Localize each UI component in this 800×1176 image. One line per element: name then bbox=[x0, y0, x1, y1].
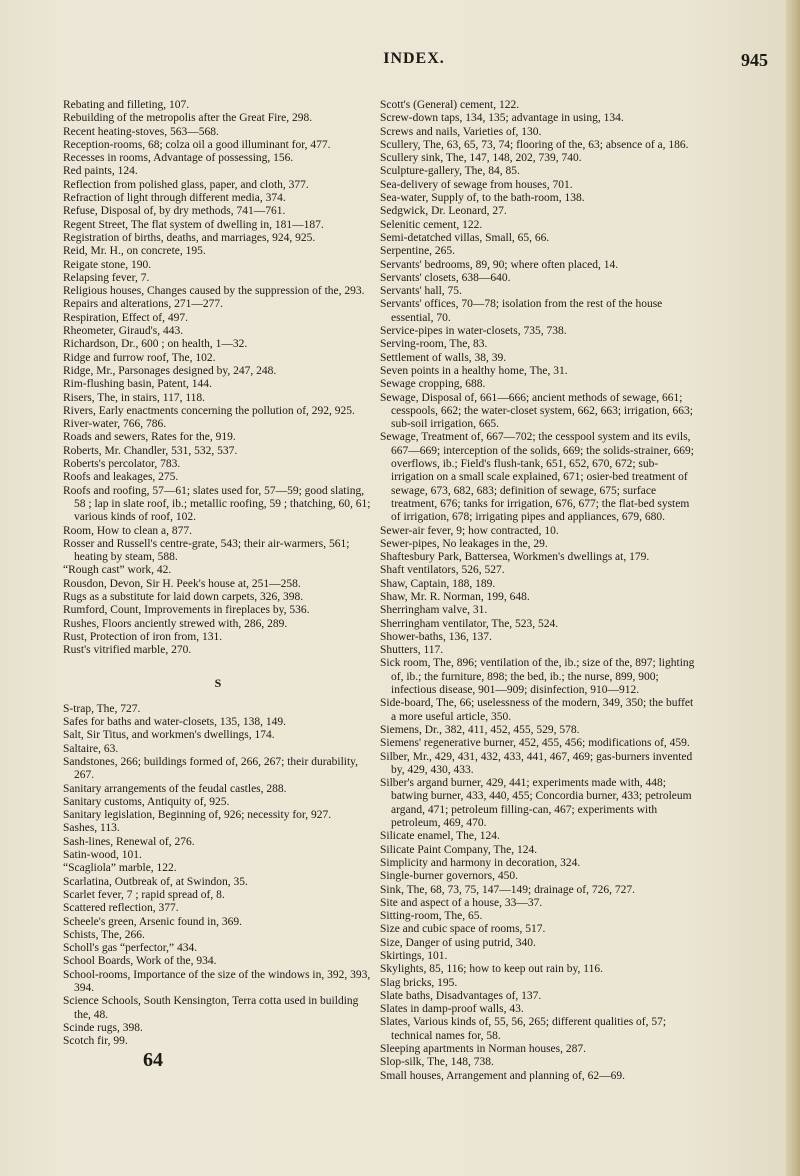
page-title: INDEX. bbox=[383, 50, 445, 67]
index-entry: Refraction of light through different media, 374. bbox=[63, 192, 286, 205]
index-entry: Skylights, 85, 116; how to keep out rain by, 116. bbox=[380, 963, 603, 976]
index-entry: Small houses, Arrangement and planning of, 62—69. bbox=[380, 1069, 625, 1082]
index-entry: Sewer-air fever, 9; how contracted, 10. bbox=[380, 524, 559, 537]
index-entry: Red paints, 124. bbox=[63, 165, 138, 178]
index-entry: Roberts's percolator, 783. bbox=[63, 458, 181, 471]
index-entry: Recesses in rooms, Advantage of possessing, 156. bbox=[63, 152, 294, 165]
index-entry: Registration of births, deaths, and marriages, 924, 925. bbox=[63, 231, 316, 244]
index-entry: Scarlatina, Outbreak of, at Swindon, 35. bbox=[63, 875, 248, 888]
index-entry: Regent Street, The flat system of dwelling in, 181—187. bbox=[63, 218, 324, 231]
index-entry: Schists, The, 266. bbox=[63, 928, 145, 941]
index-entry: Slate baths, Disadvantages of, 137. bbox=[380, 989, 542, 1002]
index-entry: Rust, Protection of iron from, 131. bbox=[63, 630, 223, 643]
index-entry: Scarlet fever, 7 ; rapid spread of, 8. bbox=[63, 888, 225, 901]
index-entry: Sea-water, Supply of, to the bath-room, 138. bbox=[380, 192, 585, 205]
index-entry: Rivers, Early enactments concerning the pollution of, 292, 925. bbox=[63, 404, 355, 417]
index-entry: Sink, The, 68, 73, 75, 147—149; drainage of, 726, 727. bbox=[380, 883, 635, 896]
index-section-s bbox=[63, 703, 373, 1049]
index-entry: Rosser and Russell's centre-grate, 543; their air-warmers, 561; heating by steam, 588. bbox=[63, 537, 350, 564]
index-entry: Religious houses, Changes caused by the suppression of the, 293. bbox=[63, 285, 365, 298]
left-column bbox=[63, 99, 373, 1048]
index-entry: Richardson, Dr., 600 ; on health, 1—32. bbox=[63, 338, 248, 351]
index-entry: Reflection from polished glass, paper, and cloth, 377. bbox=[63, 178, 309, 191]
index-entry: Salt, Sir Titus, and workmen's dwellings, 174. bbox=[63, 729, 275, 742]
section-letter-s: S bbox=[214, 676, 222, 691]
index-section-r bbox=[63, 99, 373, 657]
index-entry: Room, How to clean a, 877. bbox=[63, 524, 193, 537]
index-entry: Sewage, Disposal of, 661—666; ancient methods of sewage, 661; cesspools, 662; the water-closet system, 662, 663; irrigation, 663; sub-soil irrigation, 665. bbox=[380, 391, 693, 431]
index-entry: Slag bricks, 195. bbox=[380, 976, 458, 989]
index-entry: Rheometer, Giraud's, 443. bbox=[63, 325, 184, 338]
index-entry: Rushes, Floors anciently strewed with, 286, 289. bbox=[63, 617, 288, 630]
index-entry: Rebuilding of the metropolis after the Great Fire, 298. bbox=[63, 112, 313, 125]
index-entry: Shaw, Mr. R. Norman, 199, 648. bbox=[380, 590, 530, 603]
index-entry: S-trap, The, 727. bbox=[63, 702, 141, 715]
index-entry: Ridge, Mr., Parsonages designed by, 247, 248. bbox=[63, 364, 277, 377]
index-entry: Sea-delivery of sewage from houses, 701. bbox=[380, 178, 573, 191]
index-entry: Saltaire, 63. bbox=[63, 742, 119, 755]
index-entry: Single-burner governors, 450. bbox=[380, 870, 518, 883]
index-entry: Slop-silk, The, 148, 738. bbox=[380, 1056, 494, 1069]
index-entry: Repairs and alterations, 271—277. bbox=[63, 298, 224, 311]
index-entry: Serpentine, 265. bbox=[380, 245, 456, 258]
index-entry: Sitting-room, The, 65. bbox=[380, 910, 483, 923]
index-entry: Reid, Mr. H., on concrete, 195. bbox=[63, 245, 206, 258]
index-entry: Rousdon, Devon, Sir H. Peek's house at, 251—258. bbox=[63, 577, 301, 590]
index-entry: River-water, 766, 786. bbox=[63, 418, 167, 431]
index-entry: Rumford, Count, Improvements in fireplaces by, 536. bbox=[63, 604, 310, 617]
index-entry: Slates in damp-proof walls, 43. bbox=[380, 1003, 524, 1016]
index-entry: Side-board, The, 66; uselessness of the modern, 349, 350; the buffet a more useful article, 350. bbox=[380, 697, 694, 723]
index-entry: Sanitary customs, Antiquity of, 925. bbox=[63, 795, 230, 808]
index-entry: Sewage cropping, 688. bbox=[380, 378, 486, 391]
index-entry: Scheele's green, Arsenic found in, 369. bbox=[63, 915, 242, 928]
index-entry: Site and aspect of a house, 33—37. bbox=[380, 896, 543, 909]
index-entry: Size and cubic space of rooms, 517. bbox=[380, 923, 546, 936]
index-entry: Sherringham valve, 31. bbox=[380, 604, 488, 617]
index-entry: Sherringham ventilator, The, 523, 524. bbox=[380, 617, 559, 630]
index-entry: Shower-baths, 136, 137. bbox=[380, 630, 492, 643]
index-entry: Slates, Various kinds of, 55, 56, 265; different qualities of, 57; technical names for, 58. bbox=[380, 1016, 667, 1042]
index-entry: School Boards, Work of the, 934. bbox=[63, 955, 217, 968]
index-entry: Rim-flushing basin, Patent, 144. bbox=[63, 378, 212, 391]
index-entry: Servants' bedrooms, 89, 90; where often placed, 14. bbox=[380, 258, 619, 271]
index-entry: Semi-detatched villas, Small, 65, 66. bbox=[380, 231, 550, 244]
index-entry: Simplicity and harmony in decoration, 324. bbox=[380, 856, 581, 869]
index-entry: Sick room, The, 896; ventilation of the, ib.; size of the, 897; lighting of, ib.; the furniture, 898; the bed, ib.; the nurse, 899, 900; infectious disease, 901—909; disinfection, 910—912. bbox=[380, 657, 695, 697]
index-section-s-continued bbox=[380, 99, 698, 1083]
index-entry: Roofs and leakages, 275. bbox=[63, 471, 179, 484]
index-entry: Silber's argand burner, 429, 441; experiments made with, 448; batwing burner, 433, 440, 455; Concordia burner, 433; petroleum argand, 471; petroleum filling-can, 467; experiments with petroleum, 469, 470. bbox=[380, 777, 692, 830]
index-entry: Size, Danger of using putrid, 340. bbox=[380, 936, 536, 949]
index-entry: Roofs and roofing, 57—61; slates used for, 57—59; good slating, 58 ; lap in slate roof, ib.; metallic roofing, 59 ; thatching, 60, 61; various kinds of roof, 102. bbox=[63, 484, 371, 524]
index-entry: “Rough cast” work, 42. bbox=[63, 564, 172, 577]
index-entry: Scullery sink, The, 147, 148, 202, 739, 740. bbox=[380, 152, 582, 165]
index-entry: Service-pipes in water-closets, 735, 738. bbox=[380, 325, 567, 338]
index-entry: Silber, Mr., 429, 431, 432, 433, 441, 467, 469; gas-burners invented by, 429, 430, 433. bbox=[380, 750, 693, 776]
right-column bbox=[380, 99, 698, 1083]
index-entry: Sleeping apartments in Norman houses, 287. bbox=[380, 1043, 587, 1056]
index-entry: Silicate enamel, The, 124. bbox=[380, 830, 500, 843]
index-entry: Servants' offices, 70—78; isolation from the rest of the house essential, 70. bbox=[380, 298, 663, 324]
index-entry: Skirtings, 101. bbox=[380, 950, 448, 962]
index-entry: Respiration, Effect of, 497. bbox=[63, 311, 188, 324]
index-entry: Ridge and furrow roof, The, 102. bbox=[63, 351, 216, 364]
index-entry: Refuse, Disposal of, by dry methods, 741—761. bbox=[63, 205, 286, 218]
index-entry: Seven points in a healthy home, The, 31. bbox=[380, 364, 568, 377]
index-entry: Sanitary legislation, Beginning of, 926; necessity for, 927. bbox=[63, 809, 332, 822]
index-entry: Rugs as a substitute for laid down carpets, 326, 398. bbox=[63, 590, 304, 603]
index-entry: Roads and sewers, Rates for the, 919. bbox=[63, 431, 236, 444]
index-entry: Risers, The, in stairs, 117, 118. bbox=[63, 391, 206, 404]
index-entry: Scholl's gas “perfector,” 434. bbox=[63, 942, 198, 955]
index-entry: Sculpture-gallery, The, 84, 85. bbox=[380, 165, 520, 178]
signature-mark: 64 bbox=[143, 1049, 163, 1071]
index-entry: Servants' closets, 638—640. bbox=[380, 271, 511, 284]
index-entry: Scinde rugs, 398. bbox=[63, 1021, 143, 1034]
index-entry: Scullery, The, 63, 65, 73, 74; flooring of the, 63; absence of a, 186. bbox=[380, 138, 689, 151]
index-entry: Settlement of walls, 38, 39. bbox=[380, 351, 507, 364]
index-entry: Sandstones, 266; buildings formed of, 266, 267; their durability, 267. bbox=[63, 755, 359, 782]
index-entry: Sanitary arrangements of the feudal castles, 288. bbox=[63, 782, 287, 795]
index-entry: School-rooms, Importance of the size of the windows in, 392, 393, 394. bbox=[63, 968, 371, 994]
index-entry: Sashes, 113. bbox=[63, 822, 120, 835]
index-entry: Rebating and filleting, 107. bbox=[63, 99, 190, 111]
index-entry: Sewer-pipes, No leakages in the, 29. bbox=[380, 537, 548, 550]
index-entry: Rust's vitrified marble, 270. bbox=[63, 644, 192, 657]
index-entry: Shaw, Captain, 188, 189. bbox=[380, 577, 496, 590]
index-entry: Reigate stone, 190. bbox=[63, 258, 152, 271]
index-entry: Shutters, 117. bbox=[380, 644, 444, 657]
index-entry: Siemens' regenerative burner, 452, 455, 456; modifications of, 459. bbox=[380, 737, 690, 750]
index-entry: Serving-room, The, 83. bbox=[380, 338, 488, 351]
index-entry: Scattered reflection, 377. bbox=[63, 902, 179, 915]
index-entry: Scott's (General) cement, 122. bbox=[380, 99, 520, 111]
index-entry: Selenitic cement, 122. bbox=[380, 218, 483, 231]
index-entry: Reception-rooms, 68; colza oil a good illuminant for, 477. bbox=[63, 138, 331, 151]
index-entry: Screw-down taps, 134, 135; advantage in using, 134. bbox=[380, 112, 624, 125]
index-entry: Shaftesbury Park, Battersea, Workmen's dwellings at, 179. bbox=[380, 551, 650, 564]
index-entry: Servants' hall, 75. bbox=[380, 285, 462, 298]
index-entry: Scotch fir, 99. bbox=[63, 1035, 128, 1048]
index-entry: Science Schools, South Kensington, Terra cotta used in building the, 48. bbox=[63, 995, 359, 1021]
index-entry: Shaft ventilators, 526, 527. bbox=[380, 564, 505, 577]
index-entry: Roberts, Mr. Chandler, 531, 532, 537. bbox=[63, 444, 238, 457]
index-entry: Sash-lines, Renewal of, 276. bbox=[63, 835, 195, 848]
page-header bbox=[60, 50, 768, 72]
page-number: 945 bbox=[741, 50, 768, 70]
index-entry: Silicate Paint Company, The, 124. bbox=[380, 843, 538, 856]
index-entry: Satin-wood, 101. bbox=[63, 849, 142, 862]
page-edge bbox=[786, 0, 800, 1176]
index-entry: Siemens, Dr., 382, 411, 452, 455, 529, 578. bbox=[380, 723, 580, 736]
index-entry: Recent heating-stoves, 563—568. bbox=[63, 125, 219, 138]
index-entry: Screws and nails, Varieties of, 130. bbox=[380, 125, 542, 138]
index-entry: Sedgwick, Dr. Leonard, 27. bbox=[380, 205, 507, 218]
index-entry: Safes for baths and water-closets, 135, 138, 149. bbox=[63, 716, 287, 729]
index-entry: “Scagliola” marble, 122. bbox=[63, 862, 177, 875]
index-entry: Relapsing fever, 7. bbox=[63, 271, 150, 284]
index-entry: Sewage, Treatment of, 667—702; the cesspool system and its evils, 667—669; interception of the solids, 669; the solids-strainer, 669; overflows, ib.; Field's flush-tank, 651, 652, 670, 672; sub-irrigation on a small scale explained, 671; osier-bed treatment of sewage, 673, 682, 683; definition of sewage, 675; surface treatment, 676; tanks for irrigation, 676, 677; the flat-bed system of irrigation, 678; irrigating pipes and appliances, 679, 680. bbox=[380, 431, 694, 524]
